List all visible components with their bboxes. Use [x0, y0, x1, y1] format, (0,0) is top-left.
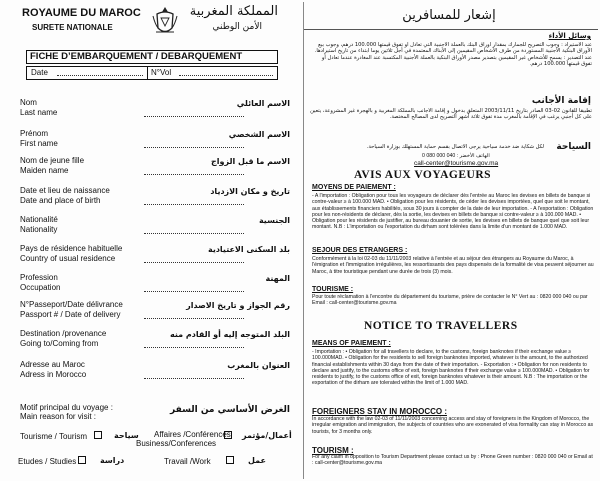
- option-business-checkbox[interactable]: [224, 431, 232, 439]
- royal-emblem-icon: [152, 6, 178, 36]
- field-label-ar: الاسم الشخصي: [228, 130, 290, 139]
- field-label-en: Date and place of birth: [20, 196, 101, 205]
- motif-label-ar: الغرض الأساسي من السفر: [170, 405, 290, 415]
- en-tourism-text: For any claim in opposition to Tourism Department please contact us by : Phone Green number : 0820 000 040 or Email at : call-center@tourisme.gov.ma: [312, 454, 593, 467]
- field-input-line[interactable]: [144, 347, 244, 348]
- field-label-en: Adress in Morocco: [20, 370, 87, 379]
- field-label-ar: بلد السكنى الاعتيادية: [207, 245, 290, 254]
- field-label-en: Going to/Coming from: [20, 339, 99, 348]
- tourism-email-ar[interactable]: call-center@tourisme.gov.ma: [414, 160, 499, 167]
- field-label-ar: الاسم ما قبل الزواج: [211, 157, 290, 166]
- surete-ar: الأمن الوطني: [212, 22, 262, 32]
- field-label-ar: الاسم العائلي: [236, 99, 290, 108]
- option-tourism-label: Tourisme / Tourism: [20, 432, 87, 441]
- date-field[interactable]: [57, 75, 143, 76]
- option-tourism-checkbox[interactable]: [94, 431, 102, 439]
- en-stay-text: In accordance with the law 02-03 of 11/11/2003 concerning access and stay of foreigners in the Kingdom of Morocco, the irregular emigration and immigration, the subjects of countries who are exonerated of visa formality can stay in Morocco as tourists, for 3 months only.: [312, 416, 594, 435]
- field-label-en: First name: [20, 139, 58, 148]
- field-label-ar: رقم الجواز و تاريخ الاصدار: [186, 301, 290, 310]
- motif-label-en: Main reason for visit :: [20, 412, 97, 421]
- field-label-en: Maiden name: [20, 166, 69, 175]
- form-title: FICHE D’EMBARQUEMENT / DEBARQUEMENT: [26, 50, 278, 64]
- field-label-fr: Nationalité: [20, 215, 58, 224]
- field-input-line[interactable]: [144, 174, 244, 175]
- notice-title-en: NOTICE TO TRAVELLERS: [364, 320, 518, 332]
- option-work-label: Travail /Work: [164, 457, 211, 466]
- option-studies-label: Etudes / Studies: [18, 457, 77, 466]
- field-label-fr: N°Passeport/Date délivrance: [20, 300, 123, 309]
- en-tourism-title: TOURISM :: [312, 446, 354, 455]
- option-affaires-ar: أعمال/مؤتمر: [242, 431, 292, 440]
- kingdom-fr: ROYAUME DU MAROC: [22, 7, 141, 19]
- residence-text-ar: تطبيقا للقانون 02-03 الصادر بتاريخ 2003/11/11 المتعلق بدخول و إقامة الأجانب بالمملكة المغربية و بالهجرة غير المشروعة، يتعين على كل أجنبي يرغب في الإقامة بالمغرب مدة تفوق ثلاثة أشهر التصريح لدى المصالح المختصة.: [310, 108, 592, 121]
- field-input-line[interactable]: [144, 204, 244, 205]
- tourism-phone-ar: الهاتف الأخضر : 040 000 080 0: [422, 153, 490, 159]
- avis-title: AVIS AUX VOYAGEURS: [354, 169, 492, 181]
- field-label-ar: الجنسية: [258, 216, 290, 225]
- tourism-title-ar: السياحة: [556, 142, 591, 152]
- residence-title-ar: إقامة الأجانب: [531, 96, 591, 106]
- field-label-en: Passport # / Date of delivery: [20, 310, 121, 319]
- fr-stay-text: Conformément à la loi 02-03 du 11/11/2003 relative à l'entrée et au séjour des étrangers au Royaume du Maroc, à l'émigration et l'immigration irrégulières, les ressortissants des pays dispensés de la formalité de visa peuvent séjourner au Maroc, à titre touristique pendant une durée de trois (3) mois.: [312, 256, 594, 275]
- flight-number-field[interactable]: [179, 75, 273, 76]
- notice-title-ar: إشعار للمسافرين: [402, 8, 496, 23]
- option-work-checkbox[interactable]: [226, 456, 234, 464]
- field-label-fr: Nom de jeune fille: [20, 156, 85, 165]
- payment-title-ar: وسائل الأداء: [548, 32, 591, 40]
- fr-tourism-text: Pour toute réclamation à l'encontre du département du tourisme, prière de contacter le N° Vert au : 0820 000 040 ou par Email : call-center@tourisme.gov.ma: [312, 294, 588, 307]
- flight-number-label: N°Vol: [151, 68, 172, 77]
- fr-tourism-title: TOURISME :: [312, 286, 354, 293]
- option-business-label: Business/Conferences: [136, 439, 217, 448]
- en-payment-title: MEANS OF PAIEMENT :: [312, 340, 391, 347]
- en-stay-title: FOREIGNERS STAY IN MOROCCO :: [312, 407, 447, 416]
- field-label-fr: Prénom: [20, 129, 49, 138]
- field-label-fr: Profession: [20, 273, 58, 282]
- traveller-notice: [303, 2, 597, 479]
- option-studies-checkbox[interactable]: [78, 456, 86, 464]
- embarkation-form: [4, 2, 296, 479]
- field-label-fr: Destination /provenance: [20, 329, 107, 338]
- date-label: Date: [31, 68, 48, 77]
- field-label-fr: Adresse au Maroc: [20, 360, 85, 369]
- motif-label-fr: Motif principal du voyage :: [20, 403, 113, 412]
- surete-fr: SURETE NATIONALE: [32, 23, 113, 32]
- field-input-line[interactable]: [144, 318, 244, 319]
- option-tourism-ar: سياحة: [114, 431, 139, 440]
- field-label-en: Last name: [20, 108, 58, 117]
- field-label-ar: المهنة: [265, 274, 290, 283]
- field-label-fr: Pays de résidence habituelle: [20, 244, 123, 253]
- field-input-line[interactable]: [144, 378, 244, 379]
- kingdom-ar: المملكة المغربية: [189, 4, 278, 19]
- field-label-en: Occupation: [20, 283, 61, 292]
- option-studies-ar: دراسة: [100, 456, 125, 465]
- en-payment-text: - Importation : • Obligation for all travellers to declare, to the customs, foreign banknotes if their exchange value ≥ 100.000MAD. • Obligation for the residents to sell foreign banknotes imported, whatever is the amount, to the authorized financial establishments within 30 days from the date of their importation. - Exportation : • Obligation for non residents to declare and justify, to the customs office of exit, foreign banknotes if their exchange value ≥ 100.000MAD. • Obligation for residents to justify, to the customs office of exit, foreign banknotes whatever is their amount. N.B : The importation or the exportation of the dirham are tolerated within the limit of 1.000 MAD.: [312, 349, 590, 387]
- field-label-en: Country of usual residence: [20, 254, 116, 263]
- field-label-fr: Date et lieu de naissance: [20, 186, 110, 195]
- field-input-line[interactable]: [144, 262, 244, 263]
- field-input-line[interactable]: [144, 291, 244, 292]
- field-label-fr: Nom: [20, 98, 37, 107]
- fr-payment-text: - A l'importation : Obligation pour tous les voyageurs de déclarer dès l'entrée au Maroc les devises en billets de banque si contre-valeur ≥ à 100.000 MAD. • Obligation pour les résidents, de céder les devises importées, quel que soit le montant, aux établissements financiers habilités, sous 30 jours à compter de la date de leur importation. - A l'exportation : Obligation pour les non-résidents de déclarer, dès la sortie, les devises en billets de banque si contre-valeur ≥ à 100.000 MAD. • Obligation pour les résidents de justifier, au bureau douanier de sortie, les devises en billets de banque quel que soit leur montant. N.B : L'importation ou l'exportation du dirham sont tolérées dans la limite d'un montant de 1.000 MAD.: [312, 193, 594, 231]
- field-label-ar: العنوان بالمغرب: [227, 361, 290, 370]
- fr-stay-title: SEJOUR DES ETRANGERS :: [312, 247, 408, 254]
- field-label-ar: البلد المتوجه إليه أو القادم منه: [170, 330, 290, 339]
- option-affaires-label: Affaires /Conférences: [154, 430, 231, 439]
- field-label-en: Nationality: [20, 225, 58, 234]
- field-input-line[interactable]: [144, 233, 244, 234]
- field-label-ar: تاريخ و مكان الازدياد: [210, 187, 290, 196]
- payment-text-ar: عند الاستيراد : وجوب التصريح للجمارك بمقدار أوراق البنك بالعملة الأجنبية التي تعادل أو تفوق قيمتها 100.000 درهم، وجوب بيع الأوراق البنكية الأجنبية المستوردة من طرف الأشخاص المقيمين إلى الأبناك المعتمدة في أجل ثلاثين يوما ابتداء من تاريخ استيرادها. عند التصدير : يسمح للأشخاص غير المقيمين بتصدير مصدر الأوراق البنكية بالعملة الأجنبية المكتسبة عند المغادرة عندما تعادل أو تفوق قيمتها 100.000 درهم.: [314, 42, 592, 67]
- field-input-line[interactable]: [144, 116, 244, 117]
- fr-payment-title: MOYENS DE PAIEMENT :: [312, 184, 396, 191]
- date-flight-row: [26, 66, 278, 80]
- option-work-ar: عمل: [248, 456, 266, 465]
- field-input-line[interactable]: [144, 147, 244, 148]
- tourism-text-ar: لكل شكاية ضد خدمة سياحية يرجى الاتصال بقسم حماية المستهلك بوزارة السياحة.: [366, 144, 544, 150]
